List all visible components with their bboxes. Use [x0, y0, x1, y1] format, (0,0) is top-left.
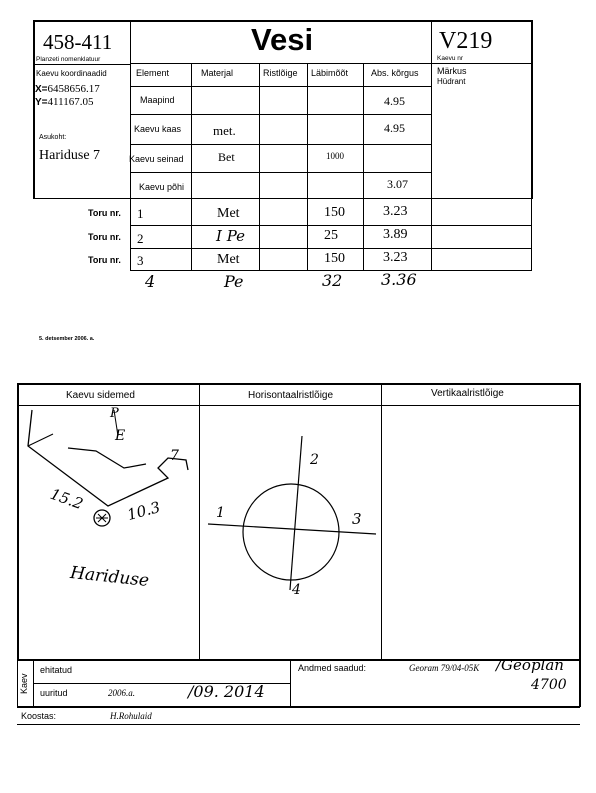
asukoht-label: Asukoht:	[39, 134, 67, 141]
toru-materjal: Met	[217, 206, 240, 221]
footer-uuritud-value: 2006.a.	[108, 688, 135, 698]
toru-labimoot: 25	[324, 228, 338, 243]
toru-materjal: Met	[217, 252, 240, 267]
toru-materjal: I Pe	[216, 227, 245, 245]
toru-abs: 3.23	[383, 204, 408, 219]
footer-andmed-label: Andmed saadud:	[298, 663, 367, 673]
x-coordinate: X=6458656.17	[35, 83, 100, 95]
footer-koostas-value: H.Rohulaid	[110, 711, 152, 721]
section-horisontaal: Horisontaalristlõige	[248, 390, 334, 401]
document-date: 5. detsember 2006. a.	[39, 336, 95, 342]
footer-ehitatud-label: ehitatud	[40, 665, 73, 675]
toru-labimoot: 150	[324, 205, 345, 220]
extra-nr: 4	[145, 272, 156, 291]
markus-label: Märkus	[437, 66, 467, 76]
planzet-number: 458-411	[43, 30, 113, 54]
footer-kaev: Kaev	[19, 673, 29, 694]
dimension-right: 10.3	[125, 497, 163, 525]
horizontal-section-sketch	[200, 406, 381, 659]
col-ristloige: Ristlõige	[263, 68, 298, 78]
row-labimoot: 1000	[326, 151, 344, 161]
section-vertikaal: Vertikaalristlõige	[431, 388, 504, 399]
asukoht-value: Hariduse 7	[39, 148, 101, 163]
extra-materjal: Pe	[224, 272, 244, 291]
pipe-3-label: 3	[352, 510, 362, 528]
col-abs: Abs. kõrgus	[371, 68, 419, 78]
footer-andmed-hand: /Geoplan	[496, 656, 564, 674]
toru-nr: 2	[137, 231, 144, 246]
row-abs: 4.95	[384, 121, 405, 135]
toru-label: Toru nr.	[88, 208, 121, 218]
pipe-1-label: 1	[216, 505, 225, 521]
extra-labimoot: 32	[322, 271, 343, 290]
footer-koostas-label: Koostas:	[21, 711, 57, 721]
toru-labimoot: 150	[324, 251, 345, 266]
row-materjal: met.	[213, 123, 236, 138]
row-abs: 3.07	[387, 177, 408, 191]
location-sketch	[18, 406, 199, 659]
row-materjal: Bet	[218, 150, 235, 164]
kaevu-number-label: Kaevu nr	[437, 55, 464, 62]
toru-abs: 3.89	[383, 227, 408, 242]
row-element: Kaevu põhi	[139, 182, 185, 192]
corner-number: 7	[170, 448, 179, 464]
pipe-4-label: 4	[292, 582, 301, 598]
toru-abs: 3.23	[383, 250, 408, 265]
kaevu-number: V219	[439, 28, 493, 54]
coords-label: Kaevu koordinaadid	[36, 69, 107, 78]
y-coordinate: Y=411167.05	[35, 96, 94, 108]
dimension-left: 15.2	[47, 484, 86, 514]
row-element: Kaevu kaas	[134, 124, 182, 134]
col-labimoot: Läbimõõt	[311, 68, 349, 78]
markus-value: Hüdrant	[437, 77, 466, 86]
page-title: Vesi	[251, 22, 314, 57]
street-name: Hariduse	[69, 562, 150, 592]
row-element: Kaevu seinad	[129, 154, 184, 164]
footer-andmed-hand2: 4700	[531, 677, 567, 693]
planzet-label: Planzeti nomenklatuur	[36, 56, 101, 63]
col-materjal: Materjal	[201, 68, 234, 78]
row-abs: 4.95	[384, 94, 405, 108]
pipe-2-label: 2	[310, 452, 319, 468]
toru-label: Toru nr.	[88, 232, 121, 242]
col-element: Element	[136, 68, 170, 78]
footer-andmed-value: Georam 79/04-05K	[409, 663, 480, 673]
footer-uuritud-hand: /09. 2014	[188, 682, 265, 701]
section-sidemed: Kaevu sidemed	[66, 390, 135, 401]
toru-nr: 1	[137, 206, 144, 221]
row-element: Maapind	[140, 95, 175, 105]
extra-abs: 3.36	[381, 270, 417, 289]
east-mark: E	[115, 428, 126, 444]
north-mark: P	[110, 406, 119, 421]
toru-nr: 3	[137, 253, 144, 268]
footer-uuritud-label: uuritud	[40, 688, 68, 698]
toru-label: Toru nr.	[88, 255, 121, 265]
